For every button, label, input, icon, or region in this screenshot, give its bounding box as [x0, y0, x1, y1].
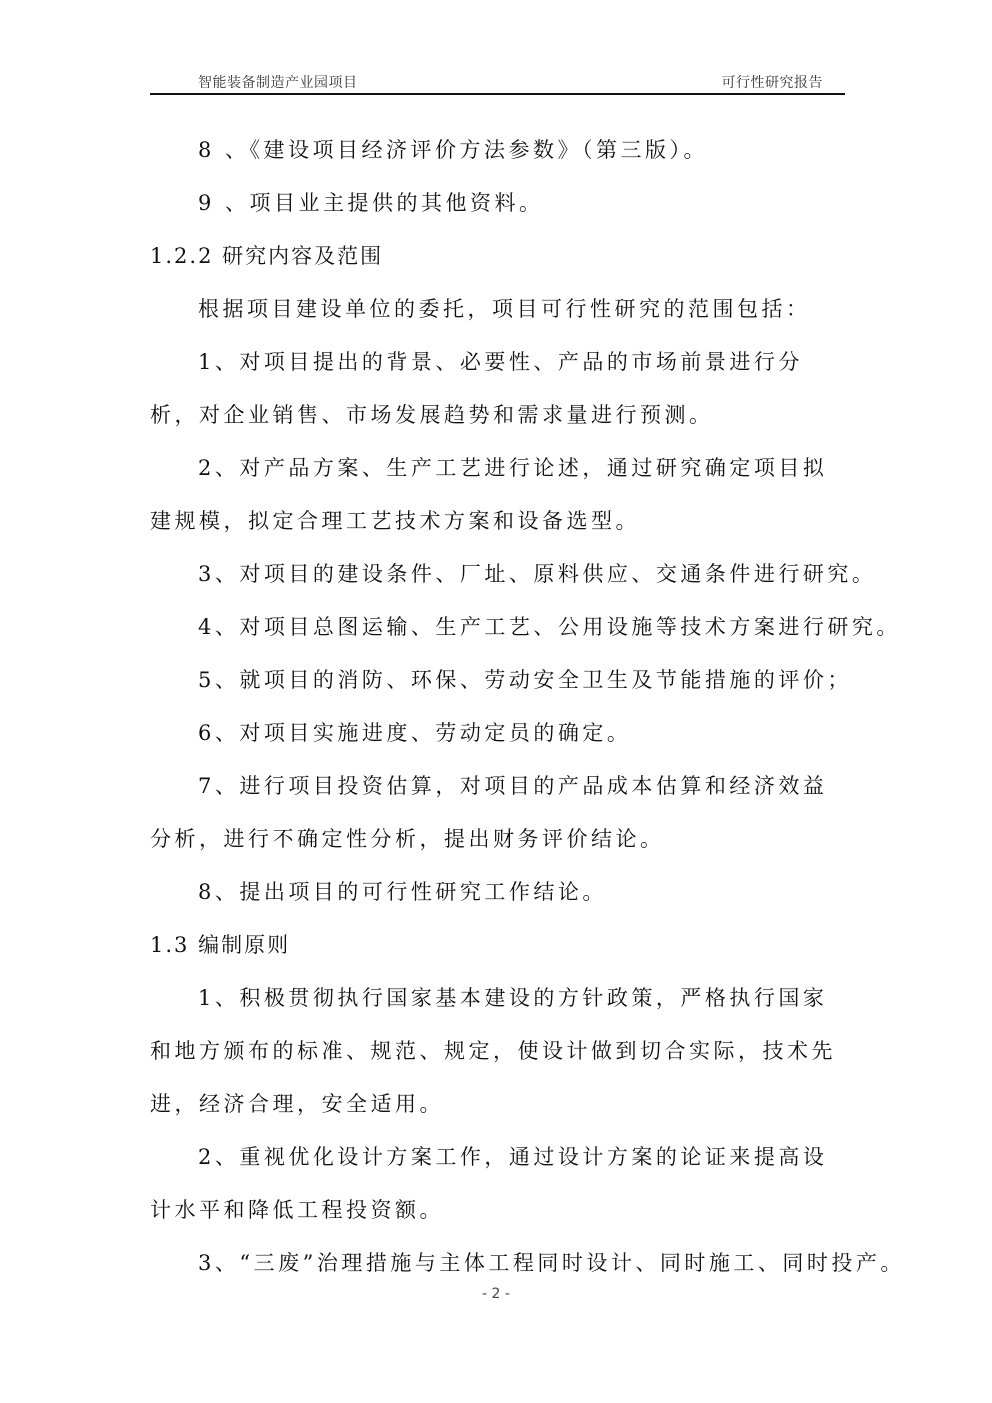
- scope-item-3: 3、对项目的建设条件、厂址、原料供应、交通条件进行研究。: [198, 562, 877, 586]
- header-project-title: 智能装备制造产业园项目: [198, 75, 358, 91]
- scope-item-5: 5、就项目的消防、环保、劳动安全卫生及节能措施的评价；: [198, 668, 852, 692]
- reference-item-9: 9 、项目业主提供的其他资料。: [198, 191, 544, 215]
- page-number: - 2 -: [482, 1286, 510, 1302]
- header-report-title: 可行性研究报告: [721, 75, 823, 91]
- header-divider: [150, 93, 845, 96]
- principle-item-1: 1、积极贯彻执行国家基本建设的方针政策，严格执行国家和地方颁布的标准、规范、规定，使设计做到切合实际，技术先进，经济合理，安全适用。: [150, 986, 836, 1116]
- body-text: [150, 124, 905, 1290]
- section-heading-1-3: 1.3 编制原则: [150, 933, 291, 957]
- scope-item-7: 7、进行项目投资估算，对项目的产品成本估算和经济效益分析，进行不确定性分析，提出财务评价结论。: [150, 774, 828, 851]
- scope-item-8: 8、提出项目的可行性研究工作结论。: [198, 880, 607, 904]
- page-header: [150, 68, 845, 92]
- scope-item-1: 1、对项目提出的背景、必要性、产品的市场前景进行分析，对企业销售、市场发展趋势和需求量进行预测。: [150, 350, 803, 427]
- scope-item-6: 6、对项目实施进度、劳动定员的确定。: [198, 721, 632, 745]
- section-heading-1-2-2: 1.2.2 研究内容及范围: [150, 244, 384, 268]
- reference-item-8: 8 、《建设项目经济评价方法参数》（第三版）。: [198, 138, 709, 162]
- principle-item-3: 3、“三废”治理措施与主体工程同时设计、同时施工、同时投产。: [198, 1251, 905, 1275]
- scope-intro: 根据项目建设单位的委托，项目可行性研究的范围包括：: [198, 297, 811, 321]
- principle-item-2: 2、重视优化设计方案工作，通过设计方案的论证来提高设计水平和降低工程投资额。: [150, 1145, 828, 1222]
- scope-item-4: 4、对项目总图运输、生产工艺、公用设施等技术方案进行研究。: [198, 615, 901, 639]
- scope-item-2: 2、对产品方案、生产工艺进行论述，通过研究确定项目拟建规模，拟定合理工艺技术方案和设备选型。: [150, 456, 828, 533]
